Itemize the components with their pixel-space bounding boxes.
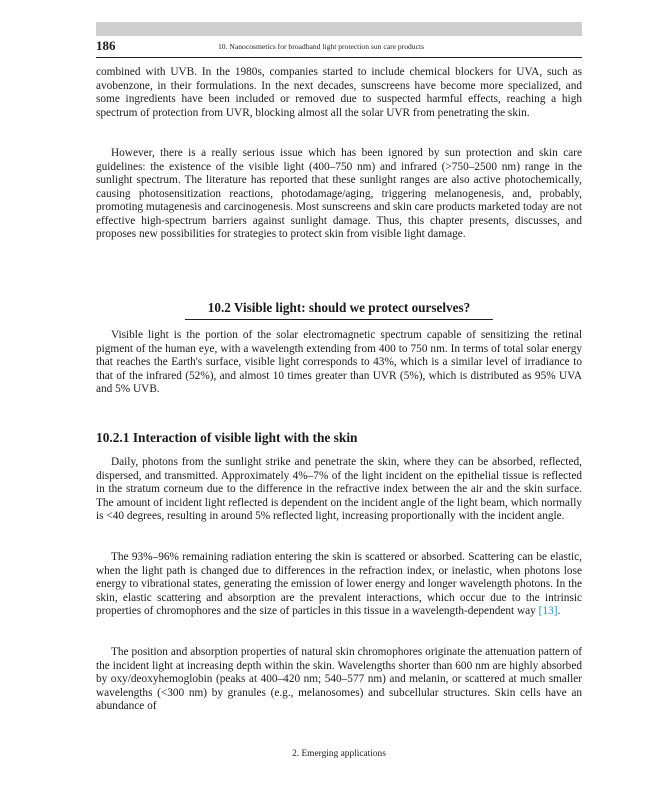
subsection-title: 10.2.1 Interaction of visible light with the skin xyxy=(96,430,358,445)
citation-link-13[interactable]: [13] xyxy=(538,605,558,617)
section-title: 10.2 Visible light: should we protect ourselves? xyxy=(207,300,471,315)
subsection-paragraph-1: Daily, photons from the sunlight strike and penetrate the skin, where they can be absorbed, reflected, dispersed, and transmitted. Approximately 4%–7% of the light incident on the epithelial tissue is reflected in the stratum corneum due to the difference in the refractive index between the air and the skin surface. The amount of incident light reflected is dependent on the incident angle of the light beam, which normally is <40 degrees, resulting in around 5% reflected light, increasing proportionally with the incident angle. xyxy=(96,456,582,522)
page-number: 186 xyxy=(96,38,116,53)
subsection-paragraph-2-end: . xyxy=(557,605,561,617)
subsection-paragraph-3: The position and absorption properties of natural skin chromophores originate the attenuation pattern of the incident light at increasing depth within the skin. Wavelengths shorter than 600 nm are highly absorbed by oxy/deoxyhemoglobin (peaks at 400–420 nm; 540–577 nm) and melanin, or scattered at much smaller wavelengths (<300 nm) by granules (e.g., melanosomes) and subcellular structures. Skin cells have an abundance of xyxy=(96,646,582,712)
section-paragraph-1: Visible light is the portion of the solar electromagnetic spectrum capable of sensitizing the retinal pigment of the human eye, with a wavelength extending from 400 to 750 nm. In terms of total solar energy that reaches the Earth's surface, visible light corresponds to 43%, which is a similar level of irradiance to that of the infrared (52%), and almost 10 times greater than UVR (5%), which is distributed as 95% UVA and 5% UVB. xyxy=(96,329,582,395)
intro-paragraph-1: combined with UVB. In the 1980s, companies started to include chemical blockers for UVA, such as avobenzone, in their formulations. In the next decades, sunscreens have become more specialized, and some ingredients have been included or removed due to suspected harmful effects, reaching a high spectrum of protection from UVR, blocking almost all the solar UVR from penetrating the skin. xyxy=(96,66,582,119)
intro-paragraph-2: However, there is a really serious issue which has been ignored by sun protection and skin care guidelines: the existence of the visible light (400–750 nm) and infrared (>750–2500 nm) range in the sunlight spectrum. The literature has reported that these sunlight ranges are also active photochemically, causing photosensitization reactions, photodamage/aging, triggering melanogenesis, and, probably, promoting mutagenesis and carcinogenesis. Most sunscreens and skin care products marketed today are not effective high-spectrum barriers against sunlight damage. Thus, this chapter presents, discusses, and proposes new possibilities for strategies to protect skin from visible light damage. xyxy=(96,147,582,240)
subsection-paragraph-2 xyxy=(96,551,582,619)
page-footer: 2. Emerging applications xyxy=(292,749,386,759)
page-header xyxy=(96,36,582,58)
section-title-rule xyxy=(185,319,493,320)
subsection-paragraph-2-text: The 93%–96% remaining radiation entering the skin is scattered or absorbed. Scattering can be elastic, when the light path is changed due to differences in the refraction index, or inelastic, when photons lose energy to vibrational states, generating the emission of lower energy and longer wavelength photons. In the skin, elastic scattering and absorption are the prevalent interactions, which occur due to the intrinsic properties of chromophores and the size of particles in this tissue in a wavelength-dependent way xyxy=(96,551,582,617)
running-title: 10. Nanocosmetics for broadband light protection sun care products xyxy=(218,42,425,51)
header-band xyxy=(96,22,582,36)
